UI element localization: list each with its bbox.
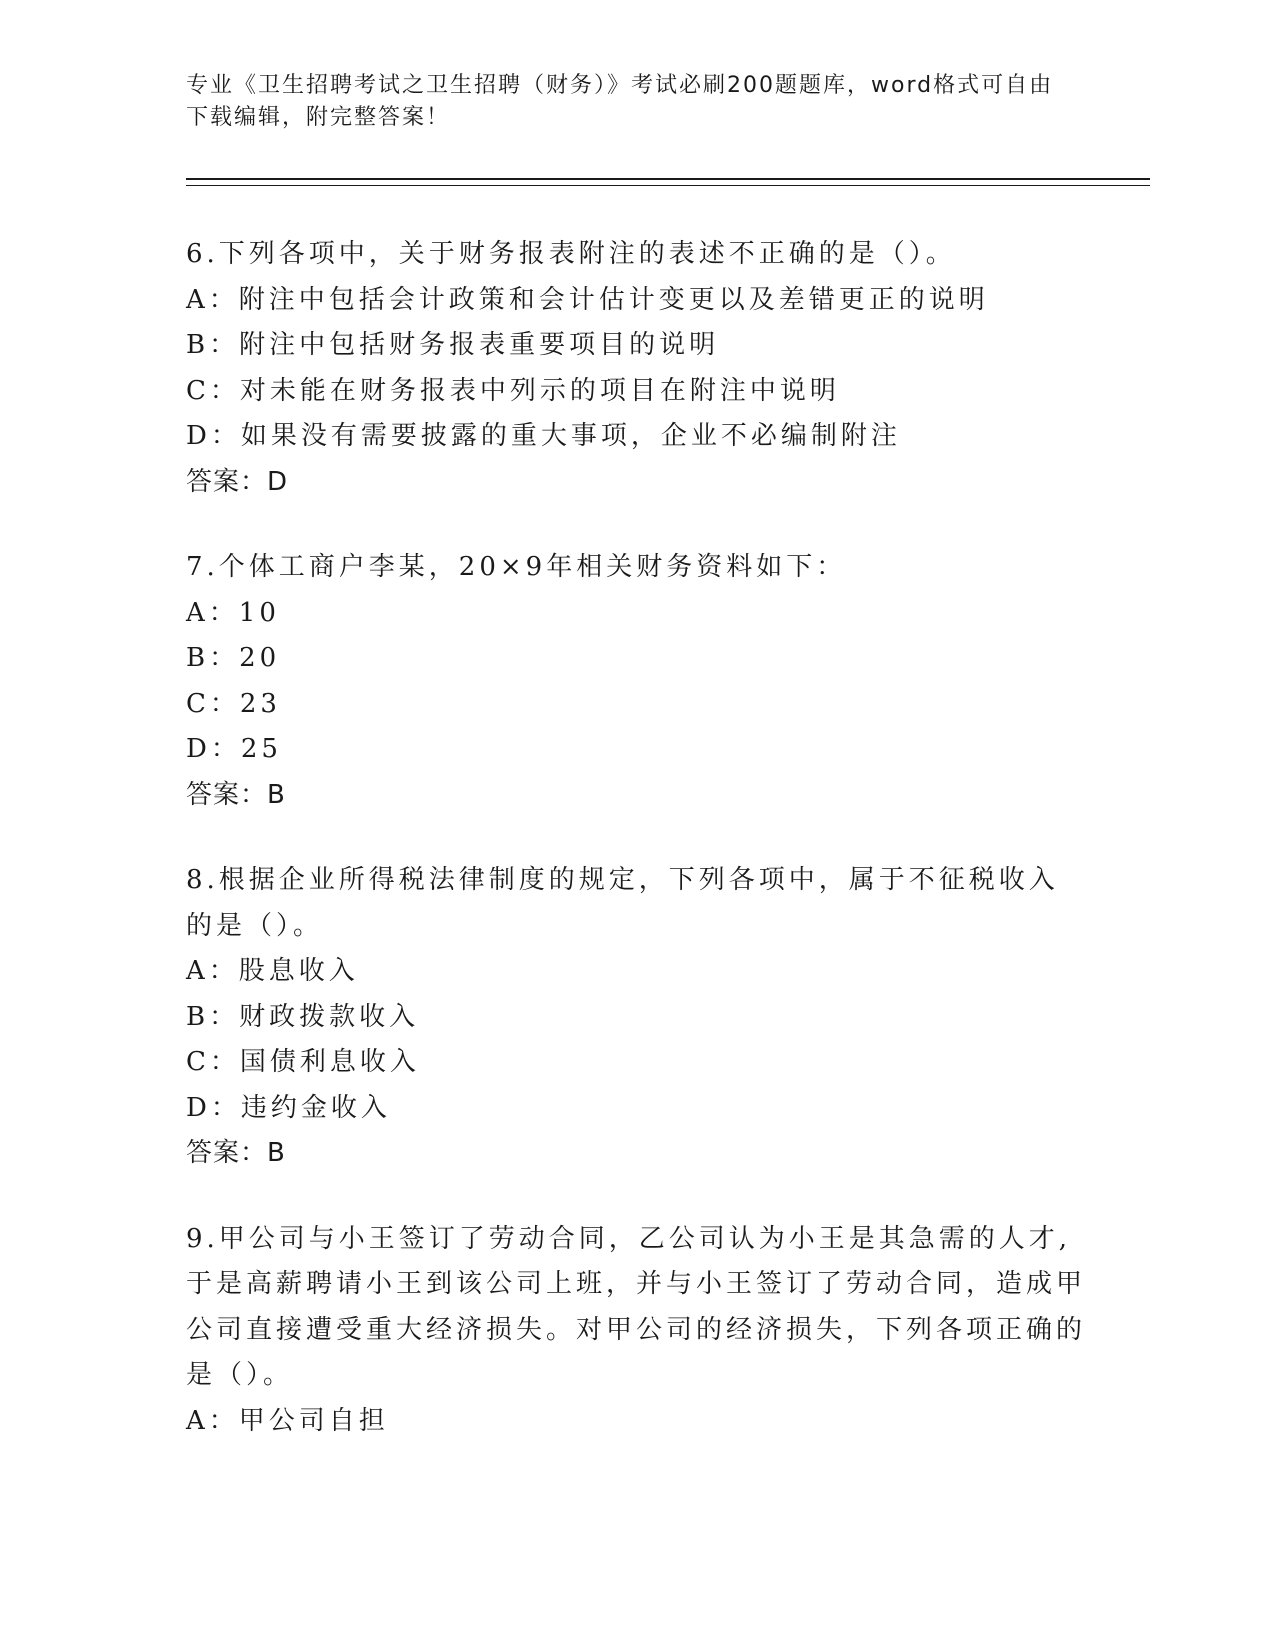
option-b: B：财政拨款收入 bbox=[186, 1001, 420, 1032]
question-stem: 7.个体工商户李某，20×9年相关财务资料如下： bbox=[186, 552, 847, 582]
question-stem: 9.甲公司与小王签订了劳动合同，乙公司认为小王是其急需的人才,于是高薪聘请小王到该公司上班，并与小王签订了劳动合同，造成甲公司直接遭受重大经济损失。对甲公司的经济损失，下列各项正确的是（）。 bbox=[186, 1223, 1087, 1390]
question-6 bbox=[186, 232, 1086, 505]
option-d: D：违约金收入 bbox=[186, 1092, 391, 1123]
document-intro: 专业《卫生招聘考试之卫生招聘（财务）》考试必刷200题题库，word格式可自由下载编辑，附完整答案！ bbox=[186, 73, 1054, 130]
option-a: A：股息收入 bbox=[186, 956, 359, 986]
option-c: C：对未能在财务报表中列示的项目在附注中说明 bbox=[186, 375, 840, 406]
option-b: B：20 bbox=[186, 643, 281, 673]
answer: 答案：B bbox=[186, 779, 286, 810]
answer: 答案：B bbox=[186, 1138, 286, 1168]
question-stem: 6.下列各项中，关于财务报表附注的表述不正确的是（）。 bbox=[186, 239, 956, 269]
option-a: A：附注中包括会计政策和会计估计变更以及差错更正的说明 bbox=[186, 284, 989, 315]
option-d: D：如果没有需要披露的重大事项，企业不必编制附注 bbox=[186, 421, 901, 451]
question-list bbox=[186, 232, 1086, 1484]
option-a: A：10 bbox=[186, 597, 280, 628]
question-9 bbox=[186, 1217, 1086, 1445]
question-8 bbox=[186, 858, 1086, 1177]
answer: 答案：D bbox=[186, 466, 289, 497]
option-d: D：25 bbox=[186, 734, 282, 764]
option-c: C：23 bbox=[186, 688, 281, 719]
option-a: A：甲公司自担 bbox=[186, 1405, 389, 1436]
option-b: B：附注中包括财务报表重要项目的说明 bbox=[186, 330, 720, 360]
question-7 bbox=[186, 545, 1086, 818]
header-divider bbox=[186, 178, 1150, 186]
question-stem: 8.根据企业所得税法律制度的规定，下列各项中，属于不征税收入的是（）。 bbox=[186, 865, 1059, 941]
option-c: C：国债利息收入 bbox=[186, 1047, 420, 1077]
